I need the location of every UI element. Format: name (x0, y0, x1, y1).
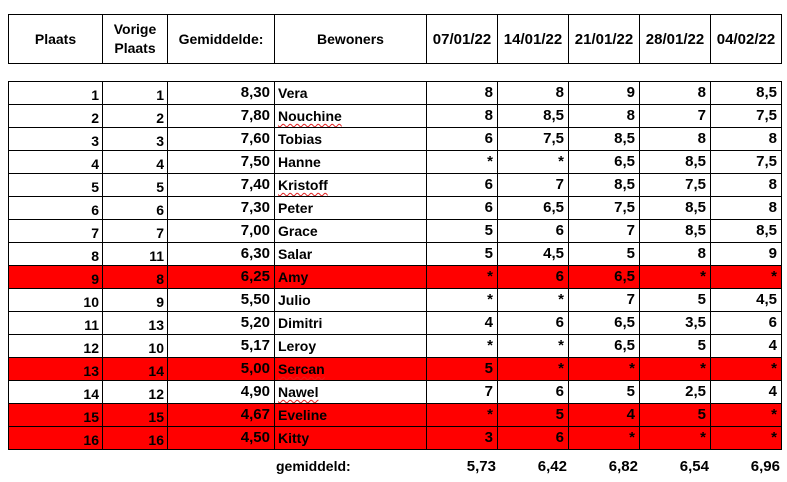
header-date-5[interactable]: 04/02/22 (711, 15, 782, 64)
table-row (9, 427, 782, 450)
cell-score[interactable]: * (427, 151, 498, 174)
cell-vorige-plaats[interactable]: 2 (103, 105, 168, 128)
cell-plaats[interactable]: 14 (9, 381, 103, 404)
cell-bewoner[interactable] (275, 289, 427, 312)
cell-score[interactable]: 8 (640, 243, 711, 266)
header-gemiddelde[interactable]: Gemiddelde: (168, 15, 275, 64)
cell-vorige-plaats[interactable]: 9 (103, 289, 168, 312)
cell-score[interactable]: * (498, 358, 569, 381)
cell-score[interactable]: 6 (498, 220, 569, 243)
bewoner-name: Amy (278, 269, 309, 285)
cell-score[interactable]: * (711, 266, 782, 289)
cell-score[interactable]: 6 (427, 174, 498, 197)
cell-gemiddelde[interactable]: 7,60 (168, 128, 275, 151)
cell-score[interactable]: 9 (569, 82, 640, 105)
table-row (9, 174, 782, 197)
table-row (9, 220, 782, 243)
cell-score[interactable]: 7,5 (711, 151, 782, 174)
bewoner-name: Nouchine (278, 108, 342, 124)
cell-score[interactable]: 8 (427, 82, 498, 105)
cell-gemiddelde[interactable]: 4,50 (168, 427, 275, 450)
footer-average-5[interactable]: 6,96 (750, 458, 780, 475)
header-vorige-plaats[interactable] (103, 15, 168, 64)
cell-bewoner[interactable] (275, 151, 427, 174)
cell-score[interactable]: 6 (427, 197, 498, 220)
cell-bewoner[interactable] (275, 105, 427, 128)
header-table (8, 14, 782, 64)
cell-score[interactable]: 6 (498, 312, 569, 335)
cell-bewoner[interactable] (275, 427, 427, 450)
cell-score[interactable]: 7,5 (498, 128, 569, 151)
cell-bewoner[interactable] (275, 220, 427, 243)
cell-score[interactable]: 8,5 (711, 220, 782, 243)
cell-plaats[interactable]: 4 (9, 151, 103, 174)
cell-score[interactable]: * (640, 358, 711, 381)
cell-score[interactable]: * (427, 335, 498, 358)
table-row (9, 289, 782, 312)
cell-bewoner[interactable] (275, 266, 427, 289)
cell-score[interactable]: * (427, 266, 498, 289)
cell-gemiddelde[interactable]: 7,80 (168, 105, 275, 128)
cell-score[interactable]: 5 (498, 404, 569, 427)
cell-score[interactable]: 8,5 (640, 197, 711, 220)
cell-score[interactable]: 7 (498, 174, 569, 197)
cell-vorige-plaats[interactable]: 13 (103, 312, 168, 335)
bewoner-name: Nawel (278, 384, 319, 400)
cell-score[interactable]: 7,5 (640, 174, 711, 197)
cell-score[interactable]: 6,5 (569, 266, 640, 289)
cell-bewoner[interactable] (275, 312, 427, 335)
table-row (9, 82, 782, 105)
table-row (9, 358, 782, 381)
cell-score[interactable]: 6,5 (569, 151, 640, 174)
cell-score[interactable]: 6 (498, 266, 569, 289)
cell-vorige-plaats[interactable]: 7 (103, 220, 168, 243)
cell-score[interactable]: 5 (427, 358, 498, 381)
cell-score[interactable]: 8,5 (569, 174, 640, 197)
cell-score[interactable]: 5 (640, 404, 711, 427)
bewoner-name: Julio (278, 292, 311, 308)
header-date-2[interactable]: 14/01/22 (498, 15, 569, 64)
cell-plaats[interactable]: 5 (9, 174, 103, 197)
cell-score[interactable]: * (498, 289, 569, 312)
cell-gemiddelde[interactable]: 8,30 (168, 82, 275, 105)
cell-plaats[interactable]: 2 (9, 105, 103, 128)
bewoner-name: Kristoff (278, 177, 328, 193)
cell-plaats[interactable]: 11 (9, 312, 103, 335)
table-row (9, 404, 782, 427)
cell-score[interactable]: 9 (711, 243, 782, 266)
cell-score[interactable]: 8,5 (711, 82, 782, 105)
cell-gemiddelde[interactable]: 6,25 (168, 266, 275, 289)
header-date-3[interactable]: 21/01/22 (569, 15, 640, 64)
cell-score[interactable]: 7,5 (569, 197, 640, 220)
cell-vorige-plaats[interactable]: 12 (103, 381, 168, 404)
cell-score[interactable]: * (498, 335, 569, 358)
header-plaats[interactable]: Plaats (9, 15, 103, 64)
cell-score[interactable]: 5 (427, 220, 498, 243)
cell-plaats[interactable]: 10 (9, 289, 103, 312)
cell-score[interactable]: * (640, 427, 711, 450)
header-date-1[interactable]: 07/01/22 (427, 15, 498, 64)
table-row (9, 197, 782, 220)
cell-score[interactable]: 3,5 (640, 312, 711, 335)
cell-bewoner[interactable] (275, 128, 427, 151)
cell-gemiddelde[interactable]: 5,20 (168, 312, 275, 335)
scores-table (8, 81, 782, 450)
cell-score[interactable]: * (498, 151, 569, 174)
cell-score[interactable]: 8,5 (498, 105, 569, 128)
table-row (9, 243, 782, 266)
cell-score[interactable]: * (427, 404, 498, 427)
cell-score[interactable]: 8 (498, 82, 569, 105)
cell-score[interactable]: 5 (569, 243, 640, 266)
header-vorige-line1: Vorige (113, 21, 157, 37)
table-body (9, 82, 782, 450)
cell-gemiddelde[interactable]: 7,50 (168, 151, 275, 174)
cell-plaats[interactable]: 8 (9, 243, 103, 266)
bewoner-name: Leroy (278, 338, 317, 354)
cell-gemiddelde[interactable]: 4,67 (168, 404, 275, 427)
cell-score[interactable]: 4,5 (498, 243, 569, 266)
bewoner-name: Hanne (278, 154, 321, 170)
table-row (9, 381, 782, 404)
cell-score[interactable]: 8 (569, 105, 640, 128)
header-bewoners[interactable]: Bewoners (275, 15, 427, 64)
bewoner-name: Salar (278, 246, 313, 262)
bewoner-name: Kitty (278, 430, 310, 446)
table-row (9, 151, 782, 174)
cell-plaats[interactable]: 16 (9, 427, 103, 450)
bewoner-name: Eveline (278, 407, 328, 423)
cell-gemiddelde[interactable]: 5,00 (168, 358, 275, 381)
cell-bewoner[interactable] (275, 197, 427, 220)
footer-label[interactable]: gemiddeld: (276, 458, 351, 474)
cell-plaats[interactable]: 12 (9, 335, 103, 358)
cell-score[interactable]: 7 (569, 220, 640, 243)
cell-score[interactable]: * (427, 289, 498, 312)
cell-plaats[interactable]: 6 (9, 197, 103, 220)
bewoner-name: Grace (278, 223, 318, 239)
cell-score[interactable]: * (711, 358, 782, 381)
cell-score[interactable]: 5 (640, 289, 711, 312)
bewoner-name: Peter (278, 200, 314, 216)
cell-score[interactable]: 8,5 (640, 151, 711, 174)
header-row (9, 15, 782, 64)
cell-vorige-plaats[interactable]: 16 (103, 427, 168, 450)
cell-score[interactable]: 6,5 (569, 335, 640, 358)
cell-score[interactable]: 8 (640, 128, 711, 151)
cell-vorige-plaats[interactable]: 6 (103, 197, 168, 220)
header-vorige-line2: Plaats (114, 40, 156, 56)
cell-gemiddelde[interactable]: 4,90 (168, 381, 275, 404)
cell-score[interactable]: 5 (640, 335, 711, 358)
cell-score[interactable]: * (711, 404, 782, 427)
cell-score[interactable]: 7 (569, 289, 640, 312)
cell-score[interactable]: 8 (427, 105, 498, 128)
cell-gemiddelde[interactable]: 6,30 (168, 243, 275, 266)
cell-plaats[interactable]: 13 (9, 358, 103, 381)
cell-bewoner[interactable] (275, 82, 427, 105)
cell-score[interactable]: 7,5 (711, 105, 782, 128)
cell-bewoner[interactable] (275, 358, 427, 381)
cell-score[interactable]: 8,5 (569, 128, 640, 151)
cell-score[interactable]: 8,5 (640, 220, 711, 243)
cell-score[interactable]: 6,5 (498, 197, 569, 220)
header-date-4[interactable]: 28/01/22 (640, 15, 711, 64)
footer-average-3[interactable]: 6,82 (608, 458, 638, 475)
cell-vorige-plaats[interactable]: 15 (103, 404, 168, 427)
cell-bewoner[interactable] (275, 404, 427, 427)
cell-score[interactable]: 2,5 (640, 381, 711, 404)
cell-gemiddelde[interactable]: 5,50 (168, 289, 275, 312)
cell-vorige-plaats[interactable]: 14 (103, 358, 168, 381)
cell-score[interactable]: 8 (711, 197, 782, 220)
cell-gemiddelde[interactable]: 5,17 (168, 335, 275, 358)
cell-score[interactable]: * (640, 266, 711, 289)
cell-score[interactable]: 4 (711, 381, 782, 404)
cell-plaats[interactable]: 1 (9, 82, 103, 105)
footer-average-2[interactable]: 6,42 (537, 458, 567, 475)
bewoner-name: Vera (278, 85, 308, 101)
cell-vorige-plaats[interactable]: 1 (103, 82, 168, 105)
cell-score[interactable]: * (569, 427, 640, 450)
cell-score[interactable]: * (569, 358, 640, 381)
bewoner-name: Dimitri (278, 315, 323, 331)
cell-bewoner[interactable] (275, 381, 427, 404)
cell-score[interactable]: 8 (640, 82, 711, 105)
footer-row (0, 458, 787, 480)
cell-bewoner[interactable] (275, 335, 427, 358)
cell-score[interactable]: 6,5 (569, 312, 640, 335)
cell-plaats[interactable]: 15 (9, 404, 103, 427)
cell-gemiddelde[interactable]: 7,40 (168, 174, 275, 197)
table-row (9, 128, 782, 151)
cell-score[interactable]: 8 (711, 128, 782, 151)
cell-gemiddelde[interactable]: 7,00 (168, 220, 275, 243)
cell-score[interactable]: 4 (569, 404, 640, 427)
cell-vorige-plaats[interactable]: 8 (103, 266, 168, 289)
bewoner-name: Tobias (278, 131, 323, 147)
table-row (9, 335, 782, 358)
cell-score[interactable]: 8 (711, 174, 782, 197)
cell-score[interactable]: 5 (569, 381, 640, 404)
cell-bewoner[interactable] (275, 174, 427, 197)
cell-vorige-plaats[interactable]: 3 (103, 128, 168, 151)
cell-score[interactable]: 4 (711, 335, 782, 358)
cell-score[interactable]: 5 (427, 243, 498, 266)
table-row (9, 105, 782, 128)
cell-plaats[interactable]: 7 (9, 220, 103, 243)
cell-bewoner[interactable] (275, 243, 427, 266)
cell-score[interactable]: 7 (427, 381, 498, 404)
footer-average-4[interactable]: 6,54 (679, 458, 709, 475)
cell-plaats[interactable]: 3 (9, 128, 103, 151)
cell-plaats[interactable]: 9 (9, 266, 103, 289)
cell-score[interactable]: 6 (498, 427, 569, 450)
bewoner-name: Sercan (278, 361, 325, 377)
cell-score[interactable]: 4,5 (711, 289, 782, 312)
cell-score[interactable]: 3 (427, 427, 498, 450)
cell-vorige-plaats[interactable]: 10 (103, 335, 168, 358)
footer-average-1[interactable]: 5,73 (466, 458, 496, 475)
cell-gemiddelde[interactable]: 7,30 (168, 197, 275, 220)
cell-score[interactable]: 6 (498, 381, 569, 404)
cell-score[interactable]: 4 (427, 312, 498, 335)
cell-score[interactable]: 6 (427, 128, 498, 151)
cell-score[interactable]: 6 (711, 312, 782, 335)
table-row (9, 266, 782, 289)
cell-score[interactable]: 7 (640, 105, 711, 128)
table-row (9, 312, 782, 335)
cell-vorige-plaats[interactable]: 4 (103, 151, 168, 174)
cell-vorige-plaats[interactable]: 11 (103, 243, 168, 266)
cell-vorige-plaats[interactable]: 5 (103, 174, 168, 197)
cell-score[interactable]: * (711, 427, 782, 450)
